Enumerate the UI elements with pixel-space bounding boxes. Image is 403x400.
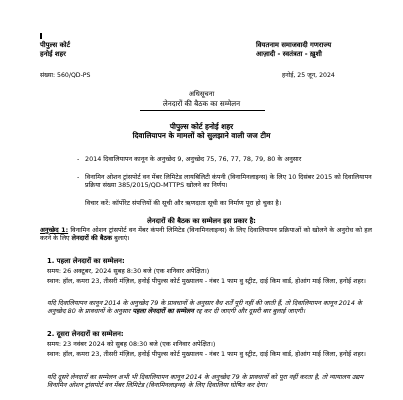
first-meeting-time: समय: 26 अक्टूबर, 2024 सुबह 8:30 बजे (एक शनिवार अपेक्षित।) xyxy=(47,267,210,275)
first-note-end: रद्द कर दी जाएगी और दूसरी बार बुलाई जाएगी। xyxy=(195,307,306,316)
second-meeting-time: समय: 23 नवंबर 2024 को सुबह 08:30 बजे (एक शनिवार अपेक्षित।) xyxy=(47,340,216,348)
notice-title: लेनदारों की बैठक का सम्मेलन xyxy=(162,99,241,108)
second-meeting-note: यदि दूसरे लेनदारों का सम्मेलन अभी भी दिवालियापन कानून 2014 के अनुच्छेद 79 के प्रावधानों को पूरा नहीं करता है, तो न्यायालय उद्यम विनामिन ओशन ट्रांसपोर्ट वन मेंबर लिमिटेड (विनामिनलाइन्स) के लिए दिवालिया घोषित कर देगा। xyxy=(47,373,364,390)
second-meeting-heading: 2. दूसरा लेनदारों का सम्मेलन: xyxy=(47,330,124,338)
first-note-bold: पहला लेनदारों का सम्मेलन xyxy=(132,307,194,316)
first-meeting-heading: 1. पहला लेनदारों का सम्मेलन: xyxy=(47,257,125,265)
first-meeting-note xyxy=(47,299,372,315)
bullet-dot: - xyxy=(77,155,80,163)
section-heading: लेनदारों की बैठक का सम्मेलन इस प्रकार है: xyxy=(147,217,256,225)
article-1-bold: लेनदारों की बैठक xyxy=(71,234,113,243)
state-motto: आज़ादी - स्वतंत्रता - ख़ुशी xyxy=(256,50,322,59)
consideration: विचार करें: कॉर्पोरेट संपत्तियों की सूची और ऋणदाता सूची का निर्माण पूरा हो चुका है। xyxy=(85,199,282,207)
basis-text: 2014 दिवालियापन कानून के अनुच्छेद 9, अनुच्छेद 75, 76, 77, 78, 79, 80 के अनुसार xyxy=(85,155,302,163)
bullet-dot: - xyxy=(77,173,80,181)
issuer-court: पीपुल्स कोर्ट हनोई शहर xyxy=(169,122,234,131)
place-date: हनोई, 25 जून, 2024 xyxy=(282,72,335,79)
basis-item-2 xyxy=(77,173,375,190)
title-divider xyxy=(140,110,265,111)
corner-mark xyxy=(40,33,42,39)
court-header xyxy=(40,41,170,59)
first-meeting-place: स्थान: हॉल, कमरा 23, तीसरी मंज़िल, हनोई पीपुल्स कोर्ट मुख्यालय - नंबर 1 फाम वु स्ट्रीट, दाई किम वार्ड, होआंग माई जिला, हनोई शहर। xyxy=(47,277,366,285)
article-1 xyxy=(40,226,372,242)
basis-text: विनामिन ओशन ट्रांसपोर्ट वन मेंबर लिमिटेड लायबिलिटी कंपनी (विनामिनलाइन्स) के लिए 10 दिसंबर 2015 को दिवालियापन प्रक्रिया संख्या 385/2015/QD-MTTPS खोलने का निर्णय। xyxy=(85,173,372,190)
court-name: पीपुल्स कोर्ट xyxy=(40,41,70,49)
state-header xyxy=(256,41,396,59)
reference-number: संख्या: 560/QD-PS xyxy=(40,72,91,79)
article-1-label: अनुच्छेद 1: xyxy=(40,226,69,234)
issuer-team: दिवालियापन के मामलों को सुलझाने वाली जज टीम xyxy=(132,131,271,140)
article-1-text: विनामिन ओशन ट्रांसपोर्ट वन मेंबर कंपनी लिमिटेड (विनामिनलाइन्स) के लिए दिवालियापन प्रक्रियाओं को खोलने के अनुरोध को हल करने के लिए xyxy=(40,226,372,243)
basis-item-1 xyxy=(77,155,375,163)
state-name: वियतनाम समाजवादी गणराज्य xyxy=(256,41,332,49)
notice-label: अधिसूचना xyxy=(188,90,215,98)
first-note-start: यदि दिवालियापन कानून 2014 के अनुच्छेद 79 के प्रावधानों के अनुसार वैध शर्तें पूरी नहीं की जाती हैं, तो दिवालियापन कानून 2014 के अनुच्छेद 80 के प्रावधानों के अनुसार xyxy=(47,299,362,316)
court-city: हनोई शहर xyxy=(40,50,66,59)
second-meeting-place: स्थान: हॉल, कमरा 23, तीसरी मंज़िल, हनोई पीपुल्स कोर्ट मुख्यालय - नंबर 1 फाम वु स्ट्रीट, दाई किम वार्ड, होआंग माई जिला, हनोई शहर। xyxy=(47,350,366,358)
article-1-end: बुलाएं। xyxy=(114,234,130,243)
